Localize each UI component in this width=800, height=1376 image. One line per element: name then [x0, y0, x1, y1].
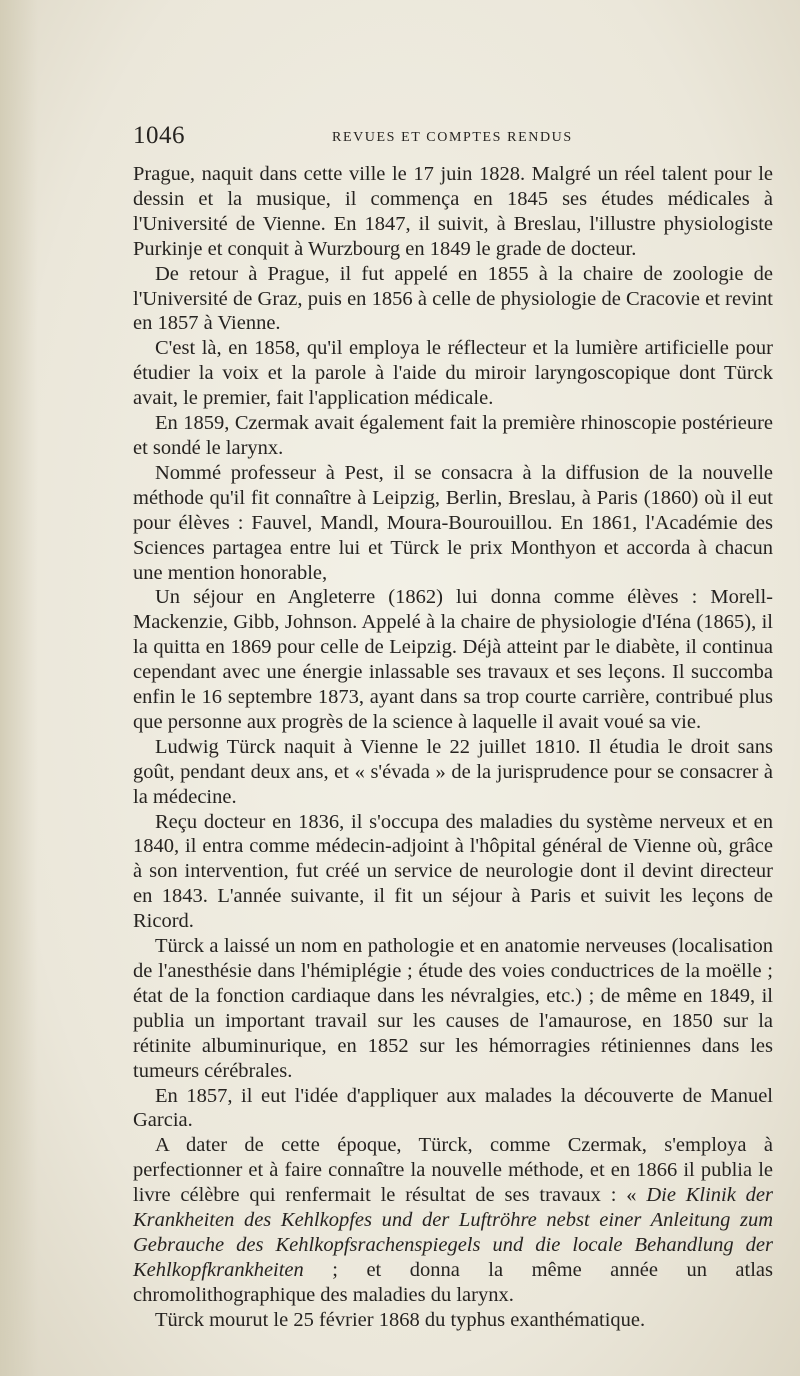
paragraph-11-end: ; et donna la même année un atlas chromolithographique des maladies du larynx.	[133, 1258, 773, 1306]
paragraph-10: En 1857, il eut l'idée d'appliquer aux malades la découverte de Manuel Garcia.	[133, 1084, 773, 1132]
paragraph-5: Nommé professeur à Pest, il se consacra à la diffusion de la nouvelle méthode qu'il fit connaître à Leipzig, Berlin, Breslau, à Paris (1860) où il eut pour élèves : Fauvel, Mandl, Moura-Bourouillou. En 1861, l'Académie des Sciences partagea entre lui et Türck le prix Monthyon et accorda à chacun une mention honorable,	[133, 461, 773, 584]
paragraph-4: En 1859, Czermak avait également fait la première rhinoscopie postérieure et sondé le larynx.	[133, 412, 773, 459]
paragraph-11	[133, 1133, 773, 1307]
body-text	[133, 162, 773, 1333]
page-gutter-shadow	[0, 0, 38, 1376]
running-head: REVUES ET COMPTES RENDUS	[332, 130, 573, 145]
paragraph-2: De retour à Prague, il fut appelé en 1855 à la chaire de zoologie de l'Université de Graz, puis en 1856 à celle de physiologie de Cracovie et revint en 1857 à Vienne.	[133, 262, 773, 335]
page-header	[133, 118, 773, 154]
paragraph-7: Ludwig Türck naquit à Vienne le 22 juillet 1810. Il étudia le droit sans goût, pendant deux ans, et « s'évada » de la jurisprudence pour se consacrer à la médecine.	[133, 735, 773, 808]
paragraph-1: Prague, naquit dans cette ville le 17 juin 1828. Malgré un réel talent pour le dessin et la musique, il commença en 1845 ses études médicales à l'Université de Vienne. En 1847, il suivit, à Breslau, l'illustre physiologiste Purkinje et conquit à Wurzbourg en 1849 le grade de docteur.	[133, 163, 773, 260]
paragraph-6: Un séjour en Angleterre (1862) lui donna comme élèves : Morell-Mackenzie, Gibb, Johnson. Appelé à la chaire de physiologie d'Iéna (1865), il la quitta en 1869 pour celle de Leipzig. Déjà atteint par le diabète, il continua cependant avec une énergie inlassable ses travaux et ses leçons. Il succomba enfin le 16 septembre 1873, ayant dans sa trop courte carrière, contribué plus que personne aux progrès de la science à laquelle il avait voué sa vie.	[133, 586, 773, 733]
book-title: Die Klinik der Krankheiten des Kehlkopfes und der Luftröhre nebst einer Anleitung zum Gebrauche des Kehlkopfsrachenspiegels und die locale Behandlung der Kehlkopfkrankheiten	[133, 1184, 773, 1281]
paragraph-12: Türck mourut le 25 février 1868 du typhus exanthématique.	[155, 1308, 646, 1331]
paragraph-9: Türck a laissé un nom en pathologie et en anatomie nerveuses (localisation de l'anesthésie dans l'hémiplégie ; étude des voies conductrices de la moëlle ; état de la fonction cardiaque dans les névralgies, etc.) ; de même en 1849, il publia un important travail sur les causes de l'amaurose, en 1850 sur la rétinite albuminurique, en 1852 sur les hémorragies rétiniennes dans les tumeurs cérébrales.	[133, 935, 773, 1082]
paragraph-3: C'est là, en 1858, qu'il employa le réflecteur et la lumière artificielle pour étudier la voix et la parole à l'aide du miroir laryngoscopique dont Türck avait, le premier, fait l'application médicale.	[133, 337, 773, 410]
page-number: 1046	[133, 122, 185, 149]
paragraph-11-start: A dater de cette époque, Türck, comme Czermak, s'employa à perfectionner et à faire connaître la nouvelle méthode, et en 1866 il publia le livre célèbre qui renfermait le résultat de ses travaux : «	[133, 1134, 773, 1207]
paragraph-8: Reçu docteur en 1836, il s'occupa des maladies du système nerveux et en 1840, il entra comme médecin-adjoint à l'hôpital général de Vienne où, grâce à son intervention, fut créé un service de neurologie dont il devint directeur en 1843. L'année suivante, il fit un séjour à Paris et suivit les leçons de Ricord.	[133, 810, 773, 933]
